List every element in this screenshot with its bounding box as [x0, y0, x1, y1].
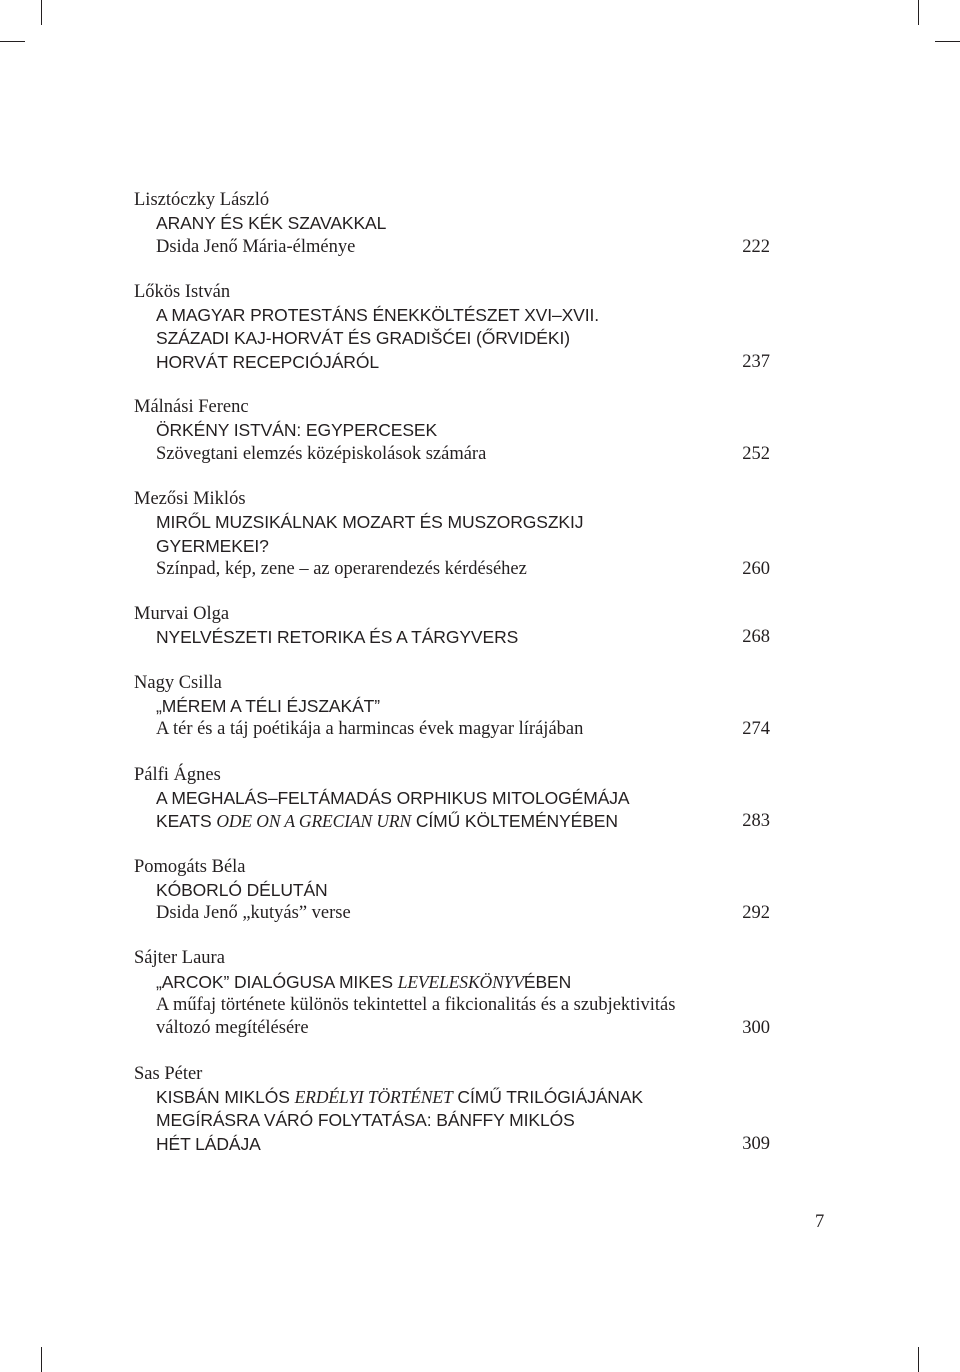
entry-title-line: HORVÁT RECEPCIÓJÁRÓL	[156, 351, 379, 372]
entry-page-number: 268	[742, 627, 770, 648]
entry-author: Mezősi Miklós	[134, 488, 246, 509]
entry-title-line: „MÉREM A TÉLI ÉJSZAKÁT”	[156, 696, 380, 717]
entry-author: Pomogáts Béla	[134, 856, 246, 877]
entry-title-line: GYERMEKEI?	[156, 535, 269, 556]
entry-title-line: A MAGYAR PROTESTÁNS ÉNEKKÖLTÉSZET XVI–XVII.	[156, 305, 600, 326]
toc-entry	[134, 488, 774, 581]
entry-subtitle-line: Dsida Jenő „kutyás” verse	[156, 903, 351, 924]
crop-mark-top-left-h	[0, 41, 25, 42]
crop-mark-top-right-h	[935, 41, 960, 42]
toc-entry	[134, 603, 774, 650]
entry-author: Málnási Ferenc	[134, 397, 249, 418]
entry-title-line: KÓBORLÓ DÉLUTÁN	[156, 879, 328, 900]
toc-entry	[134, 672, 774, 742]
table-of-contents	[134, 189, 774, 1178]
entry-title-line: KEATS ODE ON A GRECIAN URN CÍMŰ KÖLTEMÉNYÉBEN	[156, 811, 618, 832]
entry-author: Sas Péter	[134, 1063, 203, 1084]
toc-entry	[134, 189, 774, 259]
entry-title-line: MIRŐL MUZSIKÁLNAK MOZART ÉS MUSZORGSZKIJ	[156, 512, 584, 533]
crop-mark-bottom-right	[918, 1347, 919, 1372]
entry-page-number: 260	[742, 558, 770, 579]
entry-page-number: 252	[742, 443, 770, 464]
entry-subtitle-line: változó megítélésére	[156, 1018, 309, 1039]
entry-author: Lőkös István	[134, 281, 231, 302]
toc-entry	[134, 856, 774, 926]
entry-title-line: ÖRKÉNY ISTVÁN: EGYPERCESEK	[156, 420, 438, 441]
entry-page-number: 222	[742, 236, 770, 257]
entry-title-line: SZÁZADI KAJ-HORVÁT ÉS GRADIŠĆEI (ŐRVIDÉKI)	[156, 328, 570, 349]
entry-title-line: NYELVÉSZETI RETORIKA ÉS A TÁRGYVERS	[156, 627, 519, 648]
entry-subtitle-line: Szövegtani elemzés középiskolások számára	[156, 443, 487, 464]
entry-page-number: 237	[742, 351, 770, 372]
entry-subtitle-line: A tér és a táj poétikája a harmincas évek magyar lírájában	[156, 719, 584, 740]
entry-title-line: „ARCOK” DIALÓGUSA MIKES LEVELESKÖNYVÉBEN	[156, 971, 572, 992]
toc-entry	[134, 764, 774, 834]
entry-page-number: 283	[742, 811, 770, 832]
entry-subtitle-line: Dsida Jenő Mária-élménye	[156, 236, 356, 257]
entry-author: Lisztóczky László	[134, 190, 270, 210]
entry-title-line: HÉT LÁDÁJA	[156, 1133, 261, 1154]
entry-author: Nagy Csilla	[134, 672, 222, 693]
entry-subtitle-line: A műfaj története különös tekintettel a fikcionalitás és a szubjektivitás	[156, 995, 676, 1016]
crop-mark-top-left	[41, 0, 42, 25]
entry-title-line: MEGÍRÁSRA VÁRÓ FOLYTATÁSA: BÁNFFY MIKLÓS	[156, 1110, 575, 1131]
toc-entry	[134, 1063, 774, 1156]
entry-title-line: A MEGHALÁS–FELTÁMADÁS ORPHIKUS MITOLOGÉMÁJA	[156, 787, 630, 808]
entry-page-number: 292	[742, 903, 770, 924]
entry-page-number: 274	[742, 719, 770, 740]
entry-title-line: ARANY ÉS KÉK SZAVAKKAL	[156, 213, 387, 234]
work-title-italic: ERDÉLYI TÖRTÉNET	[294, 1086, 453, 1107]
toc-entry	[134, 281, 774, 374]
work-title-italic: ODE ON A GRECIAN URN	[216, 811, 412, 832]
entry-author: Murvai Olga	[134, 604, 230, 625]
entry-author: Sájter Laura	[134, 948, 225, 969]
entry-subtitle-line: Színpad, kép, zene – az operarendezés kérdéséhez	[156, 558, 527, 579]
work-title-italic: LEVELESKÖNYV	[397, 971, 524, 992]
entry-page-number: 309	[742, 1133, 770, 1154]
crop-mark-top-right	[918, 0, 919, 25]
entry-page-number: 300	[742, 1018, 770, 1039]
crop-mark-bottom-left	[41, 1347, 42, 1372]
page-number: 7	[815, 1212, 825, 1232]
toc-entry	[134, 396, 774, 466]
entry-title-line: KISBÁN MIKLÓS ERDÉLYI TÖRTÉNET CÍMŰ TRILÓGIÁJÁNAK	[156, 1086, 643, 1107]
toc-entry	[134, 947, 774, 1040]
entry-author: Pálfi Ágnes	[134, 764, 221, 785]
